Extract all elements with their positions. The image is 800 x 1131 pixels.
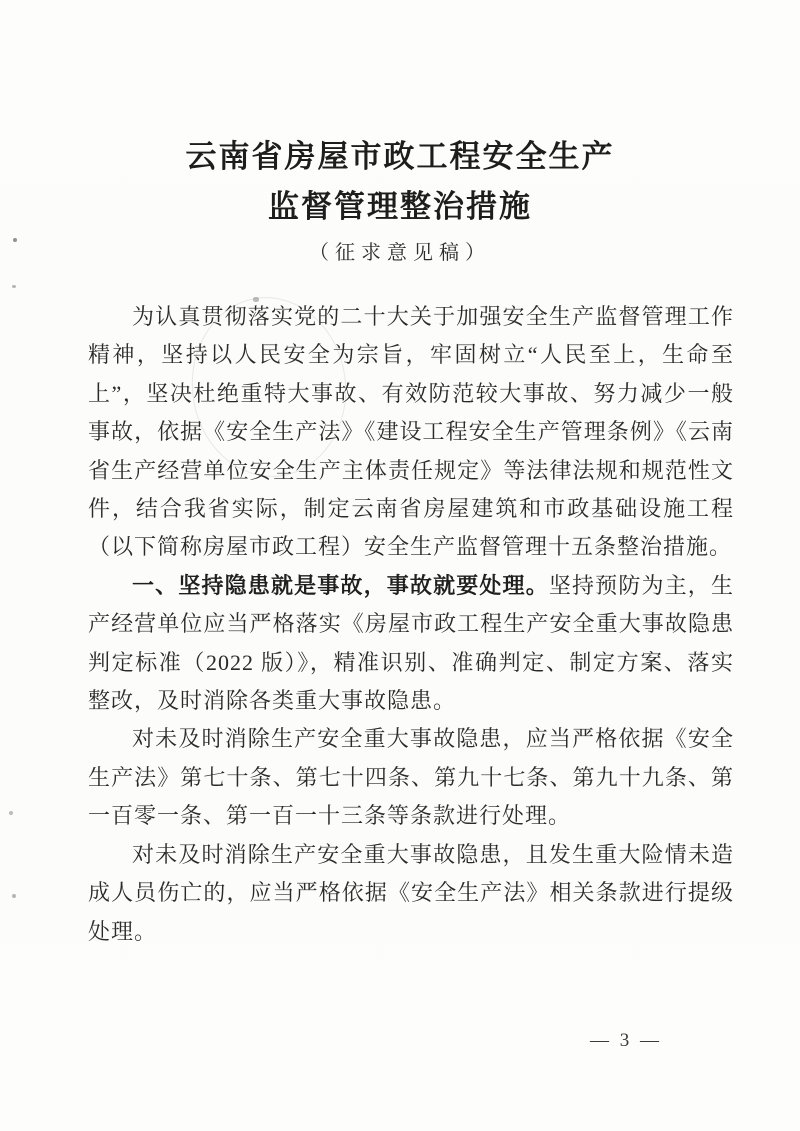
document-subtitle-draft-note: （征求意见稿）: [309, 242, 491, 264]
paragraph-section-1: [88, 567, 734, 721]
paragraph-hazard-handling: 对未及时消除生产安全重大事故隐患，应当严格依据《安全生产法》第七十条、第七十四条、第九十七条、第九十九条、第一百零一条、第一百一十三条等条款进行处理。: [88, 726, 734, 829]
document-title-line2: 监督管理整治措施: [268, 189, 532, 224]
scan-speck: [12, 894, 16, 898]
document-title-line1: 云南省房屋市政工程安全生产: [185, 139, 615, 174]
scan-speck: [9, 811, 13, 815]
document-body: [88, 298, 734, 951]
section-1-bold-heading: 一、坚持隐患就是事故，事故就要处理。: [132, 572, 549, 598]
scan-speck: [12, 285, 16, 288]
section-1-body-text: 坚持预防为主，生产经营单位应当严格落实《房屋市政工程生产安全重大事故隐患判定标准（2022 版）》，精准识别、准确判定、制定方案、落实整改，及时消除各类重大事故隐患。: [88, 572, 734, 714]
page-number: — 3 —: [590, 1030, 662, 1051]
paragraph-escalated-handling: 对未及时消除生产安全重大事故隐患，且发生重大险情未造成人员伤亡的，应当严格依据《安全生产法》相关条款进行提级处理。: [88, 841, 734, 944]
paragraph-intro: 为认真贯彻落实党的二十大关于加强安全生产监督管理工作精神，坚持以人民安全为宗旨，牢固树立“人民至上，生命至上”，坚决杜绝重特大事故、有效防范较大事故、努力减少一般事故，依据《安全生产法》《建设工程安全生产管理条例》《云南省生产经营单位安全生产主体责任规定》等法律法规和规范性文件，结合我省实际，制定云南省房屋建筑和市政基础设施工程（以下简称房屋市政工程）安全生产监督管理十五条整治措施。: [88, 304, 734, 560]
